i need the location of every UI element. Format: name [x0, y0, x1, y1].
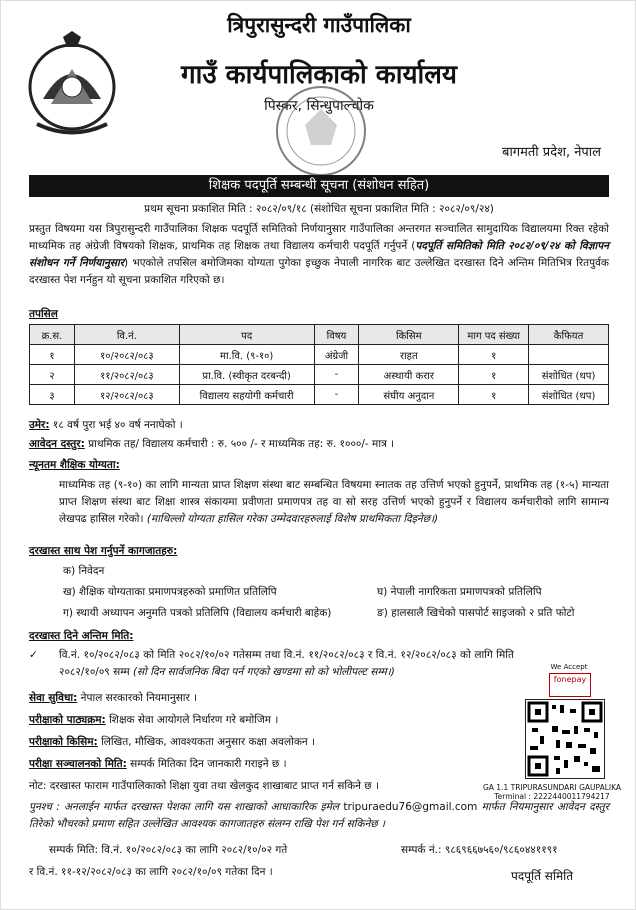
doc-item: ख) शैक्षिक योग्यताका प्रमाणपत्रहरुको प्रमाणित प्रतिलिपि [63, 586, 277, 598]
table-cell: १ [30, 345, 75, 365]
fee-label: आवेदन दस्तुर: [29, 438, 85, 450]
contact-phone: सम्पर्क नं.: ९८६९६६७५६०/९८६०४४११९१ [401, 844, 558, 856]
exam-date-line [29, 757, 287, 771]
qualification-note: (माथिल्लो योग्यता हासिल गरेका उम्मेदवारहरुलाई विशेष प्राथमिकता दिइनेछ।) [146, 513, 439, 525]
exam-type-line [29, 735, 315, 749]
table-cell: ११/२०८२/०८३ [74, 365, 179, 385]
intro-paragraph [29, 221, 609, 289]
service-label: सेवा सुविधा: [29, 692, 78, 704]
table-cell: २ [30, 365, 75, 385]
fonepay-brand: fonepay [553, 675, 587, 684]
qualification-body: माध्यमिक तह (९-१०) का लागि मान्यता प्राप्त शिक्षण संस्था बाट सम्बन्धित विषयमा स्नातक तह उत्तिर्ण भएको हुनुपर्ने, प्राथमिक तह (१-५) मान्यता प्राप्त शिक्षण संस्था बाट शिक्षा शास्त्र संकायमा प्रवीणता प्रमाणपत्र तह वा सो सरह उत्तिर्ण भएको हुनुपर्ने र विद्यालय कर्मचारीको लागि सामान्य लेखपढ हासिल गरेको। [59, 479, 609, 525]
exam-date-label: परीक्षा सञ्चालनको मिति: [29, 758, 127, 770]
doc-item: ङ) हालसालै खिचेको पासपोर्ट साइजको २ प्रति फोटो [377, 607, 575, 619]
col-header: कैफियत [529, 325, 609, 345]
online-text: पुनश्च : अनलाईन मार्फत दरखास्त पेशका लागि यस शाखाको आधाकारिक इमेल [29, 801, 340, 813]
schedule-label: तपसिल [29, 308, 58, 320]
table-cell: संशोधित (थप) [529, 385, 609, 405]
notice-title: शिक्षक पदपूर्ति सम्बन्धी सूचना (संशोधन सहित) [29, 175, 609, 197]
payment-qr-code-icon [525, 699, 605, 779]
check-icon: ✓ [29, 649, 38, 661]
col-header: पद [179, 325, 314, 345]
intro-decision: पदपूर्ति समितिको मिति २०८२/०९/२४ को विज्ञापन संशोधन गर्ने निर्णयानुसार [29, 240, 609, 269]
fee-value: प्राथमिक तह/ विद्यालय कर्मचारी : रु. ५०० /- र माध्यमिक तह: रु. १०००/- मात्र । [84, 438, 395, 450]
exam-type-label: परीक्षाको किसिम: [29, 736, 98, 748]
merchant-name: GA 1.1 TRIPURASUNDARI GAUPALIKA [482, 783, 622, 792]
table-cell [529, 345, 609, 365]
table-cell: संशोधित (थप) [529, 365, 609, 385]
age-label: उमेर: [29, 419, 50, 431]
table-header-row [30, 325, 609, 345]
table-cell: १०/२०८२/०८३ [74, 345, 179, 365]
office-stamp [271, 83, 371, 179]
publication-dates: प्रथम सूचना प्रकाशित मिति : २०८२/०९/१८ (संशोधित सूचना प्रकाशित मिति : २०८२/०९/२४) [144, 203, 494, 215]
col-header: माग पद संख्या [459, 325, 529, 345]
table-cell: १ [459, 345, 529, 365]
table-row [30, 345, 609, 365]
exam-date-value: सम्पर्क मितिका दिन जानकारी गराइने छ । [126, 758, 287, 770]
intro-text-end: ) भएकोले तपसिल बमोजिमका योग्यता पुगेका इच्छुक नेपाली नागरिक बाट उल्लेखित दरखास्त दिने अन्तिम मितिभित्र रितपुर्वक दरखास्त पेश गर्नहुन यो सूचना प्रकाशित गरिएको छ। [29, 257, 609, 286]
contact-date-line: सम्पर्क मिति: वि.नं. १०/२०८२/०८३ का लागि २०८२/१०/०२ गते [49, 844, 288, 856]
table-cell: प्रा.वि. (स्वीकृत दरबन्दी) [179, 365, 314, 385]
table-row [30, 365, 609, 385]
table-cell: १ [459, 365, 529, 385]
terminal-id: Terminal : 2222440011794217 [494, 792, 610, 801]
table-cell: विद्यालय सहयोगी कर्मचारी [179, 385, 314, 405]
note-line: नोट: दरखास्त फाराम गाउँपालिकाको शिक्षा युवा तथा खेलकुद शाखाबाट प्राप्त गर्न सकिने छ । [29, 780, 379, 792]
service-line [29, 691, 197, 705]
office-location: पिस्कर, सिन्धुपाल्चोक [264, 98, 374, 114]
documents-label: दरखास्त साथ पेश गर्नुपर्ने कागजातहरु: [29, 545, 178, 557]
syllabus-label: परीक्षाको पाठ्यक्रम: [29, 714, 106, 726]
syllabus-value: शिक्षक सेवा आयोगले निर्धारण गरे बमोजिम । [105, 714, 279, 726]
intro-text: प्रस्तुत विषयमा यस त्रिपुरासुन्दरी गाउँपालिका शिक्षक पदपूर्ति समितिको निर्णयानुसार गाउँपालिका अन्तरगत सञ्चालित सामुदायिक विद्यालयमा रिक्त रहेको माध्यमिक तह अंग्रेजी विषयको शिक्षक, प्राथमिक तह शिक्षक तथा विद्यालय कर्मचारी पदपूर्ति गर्नुपर्ने ( [29, 223, 609, 252]
table-cell: राहत [359, 345, 459, 365]
age-value: १८ वर्ष पुरा भई ४० वर्ष ननाघेको । [49, 419, 183, 431]
exam-type-value: लिखित, मौखिक, आवश्यकता अनुसार कक्षा अवलोकन । [97, 736, 316, 748]
table-cell: - [314, 385, 359, 405]
col-header: क्र.स. [30, 325, 75, 345]
vacancy-table [29, 324, 609, 405]
qualification-text [59, 477, 609, 528]
qualification-label: न्यूनतम शैक्षिक योग्यता: [29, 459, 120, 471]
table-cell: १२/२०८२/०८३ [74, 385, 179, 405]
syllabus-line [29, 713, 278, 727]
doc-item: ग) स्थायी अध्यापन अनुमति पत्रको प्रतिलिपि (विद्यालय कर्मचारी बाहेक) [63, 607, 332, 619]
province: बागमती प्रदेश, नेपाल [502, 145, 601, 160]
col-header: वि.नं. [74, 325, 179, 345]
table-cell: १ [459, 385, 529, 405]
contact-date-line-2: र वि.नं. ११-१२/२०८२/०८३ का लागि २०८२/१०/०९ गतेका दिन । [29, 866, 273, 878]
table-cell: अंग्रेजी [314, 345, 359, 365]
doc-item: घ) नेपाली नागरिकता प्रमाणपत्रको प्रतिलिपि [377, 586, 542, 598]
table-cell: ३ [30, 385, 75, 405]
col-header: किसिम [359, 325, 459, 345]
deadline-text [59, 647, 514, 681]
municipality-name: त्रिपुरासुन्दरी गाउँपालिका [227, 13, 411, 37]
doc-item: क) निवेदन [63, 565, 105, 577]
table-cell: - [314, 365, 359, 385]
deadline-note: (सो दिन सार्वजनिक बिदा पर्न गएको खण्डमा सो को भोलीपल्ट सम्म।) [132, 666, 395, 678]
col-header: विषय [314, 325, 359, 345]
committee-signature: पदपूर्ति समिति [511, 869, 574, 883]
age-line [29, 418, 183, 432]
contact-email[interactable]: tripuraedu76@gmail.com [343, 801, 478, 813]
online-text-end: मार्फत नियमानुसार आवेदन दस्तुर तिरेको भौचरको प्रमाण सहित उल्लेखित आवश्यक कागजातहरु संलग्न राखि पेश गर्न सकिनेछ । [29, 801, 610, 830]
stamp-seal-icon [271, 83, 371, 179]
online-note [29, 799, 609, 833]
table-cell: संघीय अनुदान [359, 385, 459, 405]
we-accept-label: We Accept [550, 663, 588, 671]
fonepay-logo [549, 673, 591, 697]
office-name: गाउँ कार्यपालिकाको कार्यालय [181, 60, 457, 90]
deadline-label: दरखास्त दिने अन्तिम मिति: [29, 630, 134, 642]
table-row [30, 385, 609, 405]
deadline-body: वि.नं. १०/२०८२/०८३ को मिति २०८२/१०/०२ गतेसम्म तथा वि.नं. ११/२०८२/०८३ र वि.नं. १२/२०८२/०८३ को लागि मिति २०८२/१०/०९ सम्म [59, 649, 514, 678]
fee-line [29, 437, 394, 451]
service-value: नेपाल सरकारको नियमानुसार । [77, 692, 198, 704]
table-cell: अस्थायी करार [359, 365, 459, 385]
table-cell: मा.वि. (९-१०) [179, 345, 314, 365]
